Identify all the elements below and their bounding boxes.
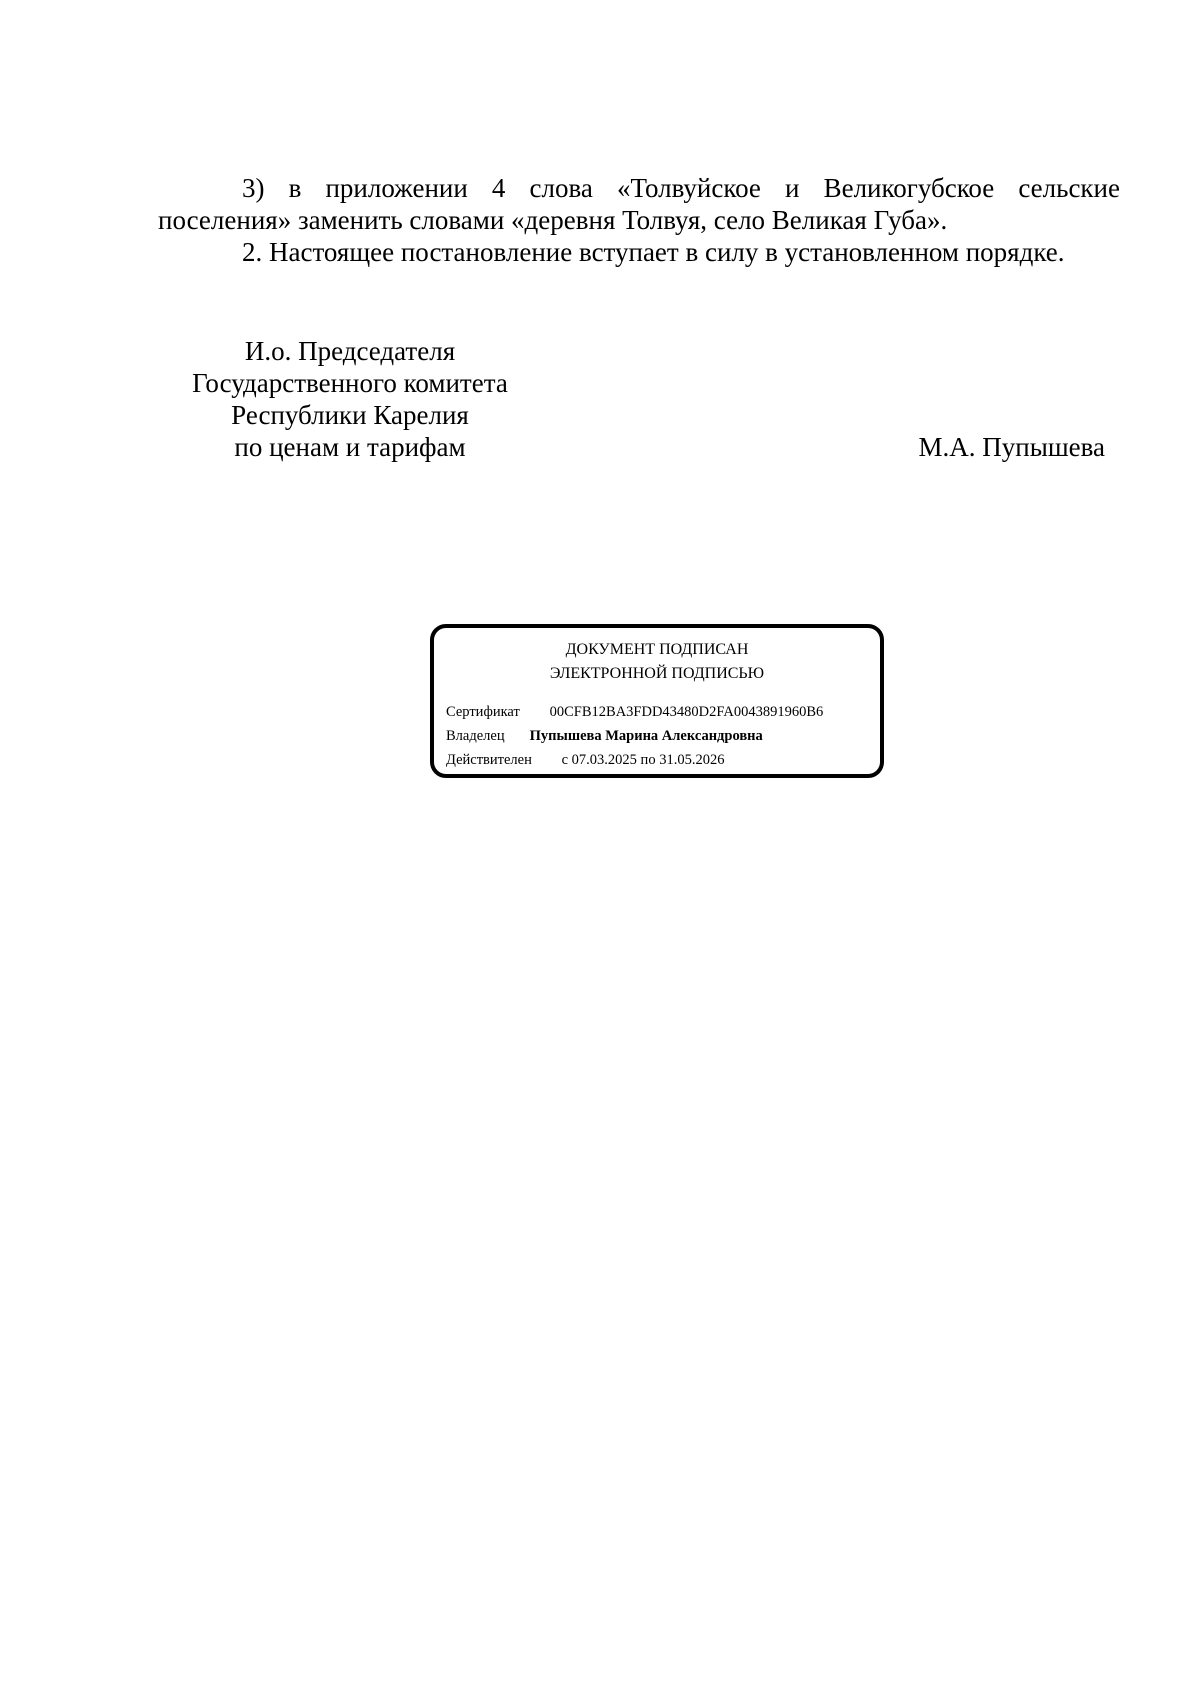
certificate-value: 00CFB12BA3FDD43480D2FA0043891960B6 (549, 704, 824, 720)
validity-value: с 07.03.2025 по 31.05.2026 (561, 752, 725, 768)
signatory-name: М.А. Пупышева (918, 432, 1105, 462)
document-body (158, 172, 1120, 268)
stamp-header-line: ДОКУМЕНТ ПОДПИСАН (565, 641, 749, 658)
owner-label: Владелец (446, 728, 505, 744)
stamp-certificate-row (446, 704, 823, 721)
signatory-position-line: Республики Карелия (231, 400, 469, 430)
stamp-header (434, 638, 880, 686)
signatory-position-line: Государственного комитета (192, 368, 508, 398)
signatory-position-line: И.о. Председателя (244, 336, 456, 366)
stamp-owner-row (446, 728, 763, 745)
signatory-position (170, 335, 530, 463)
stamp-validity-row (446, 752, 724, 769)
certificate-label: Сертификат (446, 704, 520, 720)
paragraph-item-2: 2. Настоящее постановление вступает в силу в установленном порядке. (242, 237, 1065, 267)
paragraph-item-3: 3) в приложении 4 слова «Толвуйское и Великогубское сельские поселения» заменить словами «деревня Толвуя, село Великая Губа». (158, 173, 1120, 235)
electronic-signature-stamp (430, 624, 884, 778)
owner-value: Пупышева Марина Александровна (529, 728, 763, 744)
stamp-header-line: ЭЛЕКТРОННОЙ ПОДПИСЬЮ (549, 665, 765, 682)
validity-label: Действителен (446, 752, 532, 768)
signatory-position-line: по ценам и тарифам (234, 432, 466, 462)
